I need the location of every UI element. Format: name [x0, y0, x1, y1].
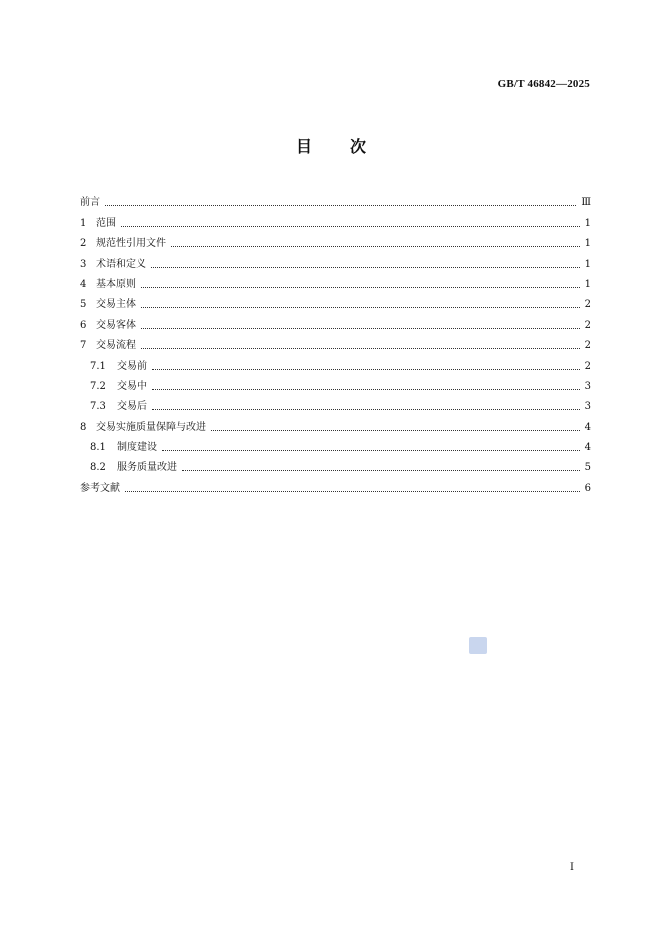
toc-entry-number: 7.2: [90, 380, 106, 392]
toc-entry-label: 前言: [80, 197, 100, 209]
dot-leader: [125, 491, 580, 492]
toc-entry-number: 7.3: [90, 401, 106, 413]
toc-entry-page: 3: [584, 380, 591, 392]
dot-leader: [182, 470, 580, 471]
toc-entry-number: 7: [80, 340, 87, 352]
dot-leader: [152, 389, 580, 390]
dot-leader: [141, 348, 580, 349]
dot-leader: [121, 226, 580, 227]
dot-leader: [152, 409, 580, 410]
dot-leader: [141, 328, 580, 329]
toc-entry-number: 8: [80, 421, 87, 433]
dot-leader: [141, 307, 580, 308]
toc-entry-label: 规范性引用文件: [96, 238, 166, 250]
toc-entry-8[interactable]: [80, 414, 591, 434]
toc-entry-5[interactable]: [80, 292, 591, 312]
toc-entry-number: 4: [80, 278, 87, 290]
toc-title: [0, 134, 662, 157]
toc-entry-page: 2: [584, 299, 591, 311]
toc-entry-number: 8.2: [90, 462, 106, 474]
toc-entry-1[interactable]: [80, 210, 591, 230]
toc-entry-7-3[interactable]: [80, 394, 591, 414]
toc-entry-number: 2: [80, 238, 87, 250]
toc-entry-label: 交易中: [117, 380, 147, 392]
table-of-contents: [80, 190, 591, 496]
toc-entry-number: 8.1: [90, 442, 106, 454]
toc-entry-label: 交易流程: [96, 340, 136, 352]
dot-leader: [141, 287, 580, 288]
toc-entry-number: 7.1: [90, 360, 106, 372]
toc-entry-page: 2: [584, 340, 591, 352]
toc-entry-page: 4: [584, 442, 591, 454]
toc-entry-label: 交易后: [117, 401, 147, 413]
toc-entry-3[interactable]: [80, 251, 591, 271]
toc-title-char-2: 次: [350, 137, 367, 156]
toc-entry-label: 交易主体: [96, 299, 136, 311]
toc-entry-4[interactable]: [80, 272, 591, 292]
toc-entry-8-2[interactable]: [80, 455, 591, 475]
toc-entry-page: 1: [584, 217, 591, 229]
toc-entry-page: 3: [584, 401, 591, 413]
toc-entry-7-2[interactable]: [80, 374, 591, 394]
toc-entry-number: 6: [80, 319, 87, 331]
dot-leader: [105, 205, 576, 206]
standard-code: GB/T 46842—2025: [497, 78, 590, 90]
toc-entry-page: 2: [584, 360, 591, 372]
toc-entry-page: 5: [584, 462, 591, 474]
toc-entry-7-1[interactable]: [80, 353, 591, 373]
dot-leader: [151, 267, 580, 268]
toc-entry-page: 1: [584, 278, 591, 290]
toc-entry-number: 5: [80, 299, 87, 311]
dot-leader: [162, 450, 580, 451]
dot-leader: [211, 430, 580, 431]
toc-entry-number: 1: [80, 217, 87, 229]
toc-entry-7[interactable]: [80, 333, 591, 353]
page-number: I: [570, 862, 574, 873]
toc-entry-2[interactable]: [80, 231, 591, 251]
toc-entry-8-1[interactable]: [80, 435, 591, 455]
toc-entry-label: 参考文献: [80, 482, 120, 494]
dot-leader: [152, 369, 580, 370]
toc-entry-label: 服务质量改进: [117, 462, 177, 474]
toc-title-char-1: 目: [295, 137, 312, 156]
toc-entry-foreword[interactable]: [80, 190, 591, 210]
toc-entry-page: 2: [584, 319, 591, 331]
toc-entry-bibliography[interactable]: [80, 475, 591, 495]
watermark-stamp: [469, 637, 487, 654]
toc-entry-label: 制度建设: [117, 442, 157, 454]
toc-entry-page: 1: [584, 258, 591, 270]
toc-entry-label: 范围: [96, 217, 116, 229]
toc-entry-label: 交易前: [117, 360, 147, 372]
toc-entry-label: 术语和定义: [96, 258, 146, 270]
toc-entry-number: 3: [80, 258, 87, 270]
toc-entry-label: 交易客体: [96, 319, 136, 331]
toc-entry-page: 1: [584, 238, 591, 250]
toc-entry-label: 交易实施质量保障与改进: [96, 421, 206, 433]
dot-leader: [171, 246, 580, 247]
toc-entry-6[interactable]: [80, 312, 591, 332]
toc-entry-page: 4: [584, 421, 591, 433]
toc-entry-label: 基本原则: [96, 278, 136, 290]
toc-entry-page: Ⅲ: [581, 197, 591, 209]
toc-entry-page: 6: [584, 482, 591, 494]
